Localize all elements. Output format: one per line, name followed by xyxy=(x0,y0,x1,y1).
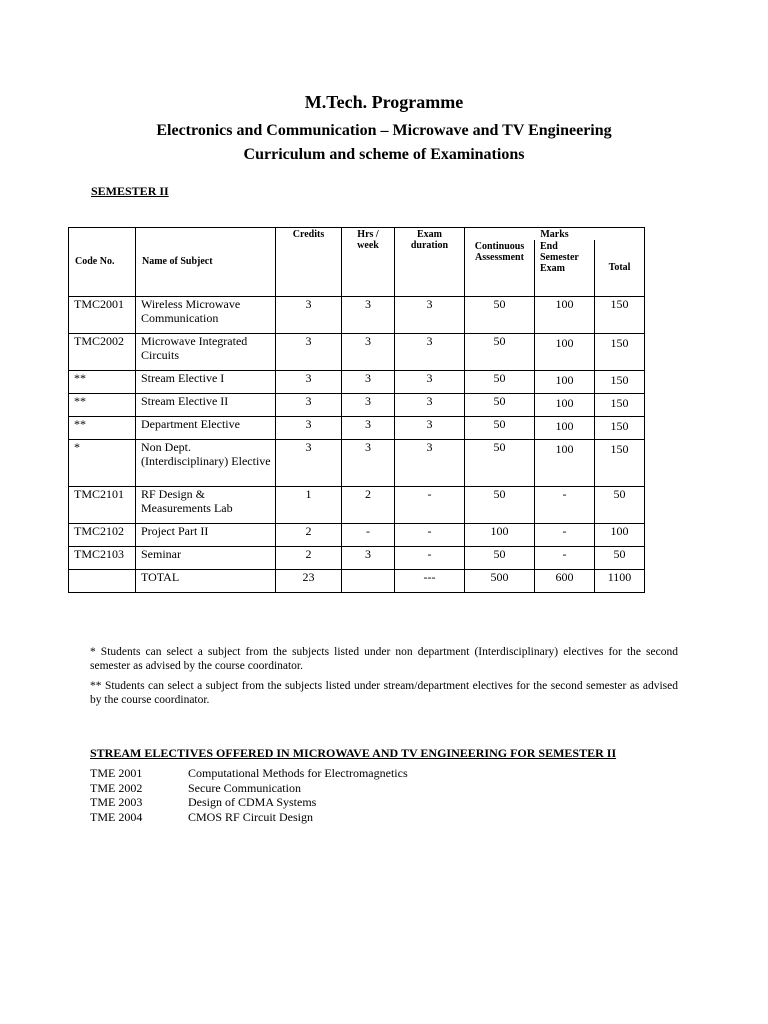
cell-hrs: - xyxy=(342,523,395,546)
cell-credits: 3 xyxy=(276,296,342,333)
cell-ca: 50 xyxy=(465,333,535,370)
elective-code: TME 2001 xyxy=(90,766,143,780)
list-item xyxy=(90,795,408,810)
cell-subject: Project Part II xyxy=(136,523,276,546)
cell-ca: 50 xyxy=(465,546,535,569)
header-marks: Marks xyxy=(465,228,645,241)
cell-ca: 50 xyxy=(465,296,535,333)
cell-exam: --- xyxy=(395,569,465,592)
header-exam-duration xyxy=(395,228,465,297)
cell-exam: 3 xyxy=(395,333,465,370)
elective-name: Design of CDMA Systems xyxy=(188,795,317,809)
cell-exam: 3 xyxy=(395,416,465,439)
cell-ca: 500 xyxy=(465,569,535,592)
header-endsem-line2: Semester xyxy=(540,252,579,263)
header-credits: Credits xyxy=(276,228,342,297)
cell-exam: 3 xyxy=(395,296,465,333)
header-code: Code No. xyxy=(69,228,136,297)
branch-title: Electronics and Communication – Microwave and TV Engineering xyxy=(156,122,612,139)
cell-subject: TOTAL xyxy=(136,569,276,592)
cell-code: ** xyxy=(69,370,136,393)
cell-credits: 1 xyxy=(276,486,342,523)
cell-code: * xyxy=(69,439,136,486)
cell-ese: 100 xyxy=(535,296,595,333)
cell-ca: 50 xyxy=(465,439,535,486)
cell-hrs xyxy=(342,569,395,592)
header-hrs-line1: Hrs / xyxy=(357,229,379,240)
scheme-table xyxy=(68,227,645,593)
list-item xyxy=(90,810,408,825)
cell-code: TMC2102 xyxy=(69,523,136,546)
cell-code xyxy=(69,569,136,592)
cell-total: 150 xyxy=(595,296,645,333)
header-hrs-line2: week xyxy=(357,240,379,251)
cell-ese: - xyxy=(535,546,595,569)
header-endsem-line1: End xyxy=(540,241,558,252)
semester-label: SEMESTER II xyxy=(91,184,169,198)
header-endsem-line3: Exam xyxy=(540,263,565,274)
header-continuous-line1: Continuous xyxy=(474,241,525,252)
cell-subject: Microwave Integrated Circuits xyxy=(136,333,276,370)
cell-ese: 100 xyxy=(535,439,595,486)
cell-exam: 3 xyxy=(395,393,465,416)
note-interdisciplinary: * Students can select a subject from the subjects listed under non department (Interdisciplinary) electives for the second semester as advised by the course coordinator. xyxy=(90,646,678,672)
cell-credits: 3 xyxy=(276,439,342,486)
cell-ca: 50 xyxy=(465,393,535,416)
cell-code: TMC2101 xyxy=(69,486,136,523)
cell-ca: 100 xyxy=(465,523,535,546)
cell-total: 50 xyxy=(595,486,645,523)
cell-hrs: 3 xyxy=(342,546,395,569)
cell-ese: - xyxy=(535,486,595,523)
cell-subject: Stream Elective I xyxy=(136,370,276,393)
list-item xyxy=(90,781,408,796)
table-row xyxy=(69,370,645,393)
cell-ese: - xyxy=(535,523,595,546)
cell-credits: 3 xyxy=(276,370,342,393)
cell-credits: 23 xyxy=(276,569,342,592)
cell-ese: 100 xyxy=(535,393,595,416)
table-row xyxy=(69,416,645,439)
cell-code: ** xyxy=(69,416,136,439)
table-row xyxy=(69,333,645,370)
cell-credits: 3 xyxy=(276,393,342,416)
table-row xyxy=(69,569,645,592)
cell-ca: 50 xyxy=(465,416,535,439)
elective-code: TME 2004 xyxy=(90,809,143,824)
stream-electives-list xyxy=(90,766,408,824)
elective-name: Computational Methods for Electromagnetics xyxy=(188,766,408,780)
cell-ca: 50 xyxy=(465,370,535,393)
table-row xyxy=(69,439,645,486)
cell-credits: 3 xyxy=(276,416,342,439)
cell-total: 150 xyxy=(595,439,645,486)
cell-code: ** xyxy=(69,393,136,416)
note-stream-department: ** Students can select a subject from the subjects listed under stream/department electives for the second semester as advised by the course coordinator. xyxy=(90,680,678,706)
cell-credits: 2 xyxy=(276,546,342,569)
header-continuous xyxy=(465,240,535,296)
table-row xyxy=(69,546,645,569)
cell-subject: Wireless Microwave Communication xyxy=(136,296,276,333)
cell-exam: - xyxy=(395,486,465,523)
cell-hrs: 3 xyxy=(342,416,395,439)
cell-ca: 50 xyxy=(465,486,535,523)
cell-hrs: 3 xyxy=(342,439,395,486)
cell-hrs: 3 xyxy=(342,296,395,333)
elective-code: TME 2002 xyxy=(90,780,143,795)
cell-code: TMC2001 xyxy=(69,296,136,333)
cell-ese: 100 xyxy=(535,333,595,370)
cell-total: 150 xyxy=(595,333,645,370)
cell-credits: 3 xyxy=(276,333,342,370)
cell-ese: 600 xyxy=(535,569,595,592)
header-total: Total xyxy=(595,240,645,296)
cell-total: 50 xyxy=(595,546,645,569)
cell-hrs: 2 xyxy=(342,486,395,523)
header-exam-line1: Exam xyxy=(417,229,442,240)
cell-credits: 2 xyxy=(276,523,342,546)
header-subject: Name of Subject xyxy=(136,228,276,297)
cell-hrs: 3 xyxy=(342,370,395,393)
table-row xyxy=(69,296,645,333)
elective-code: TME 2003 xyxy=(90,795,143,809)
cell-subject: RF Design & Measurements Lab xyxy=(136,486,276,523)
header-continuous-line2: Assessment xyxy=(475,252,524,263)
cell-ese: 100 xyxy=(535,370,595,393)
table-row xyxy=(69,486,645,523)
elective-name: CMOS RF Circuit Design xyxy=(188,809,314,824)
header-exam-line2: duration xyxy=(410,240,449,251)
scheme-title: Curriculum and scheme of Examinations xyxy=(243,146,525,163)
cell-exam: 3 xyxy=(395,370,465,393)
cell-ese: 100 xyxy=(535,416,595,439)
cell-code: TMC2103 xyxy=(69,546,136,569)
cell-total: 150 xyxy=(595,416,645,439)
table-row xyxy=(69,393,645,416)
cell-code: TMC2002 xyxy=(69,333,136,370)
cell-total: 100 xyxy=(595,523,645,546)
cell-subject: Stream Elective II xyxy=(136,393,276,416)
cell-subject: Non Dept.(Interdisciplinary) Elective xyxy=(136,439,276,486)
header-hrs-week xyxy=(342,228,395,297)
header-end-semester xyxy=(535,240,595,296)
programme-title: M.Tech. Programme xyxy=(304,92,464,112)
elective-name: Secure Communication xyxy=(188,780,301,795)
cell-subject: Seminar xyxy=(136,546,276,569)
cell-total: 150 xyxy=(595,393,645,416)
stream-electives-heading: STREAM ELECTIVES OFFERED IN MICROWAVE AND TV ENGINEERING FOR SEMESTER II xyxy=(90,746,617,760)
table-row xyxy=(69,523,645,546)
cell-total: 1100 xyxy=(595,569,645,592)
cell-exam: 3 xyxy=(395,439,465,486)
cell-total: 150 xyxy=(595,370,645,393)
cell-exam: - xyxy=(395,546,465,569)
cell-exam: - xyxy=(395,523,465,546)
list-item xyxy=(90,766,408,781)
cell-subject: Department Elective xyxy=(136,416,276,439)
cell-hrs: 3 xyxy=(342,393,395,416)
cell-hrs: 3 xyxy=(342,333,395,370)
